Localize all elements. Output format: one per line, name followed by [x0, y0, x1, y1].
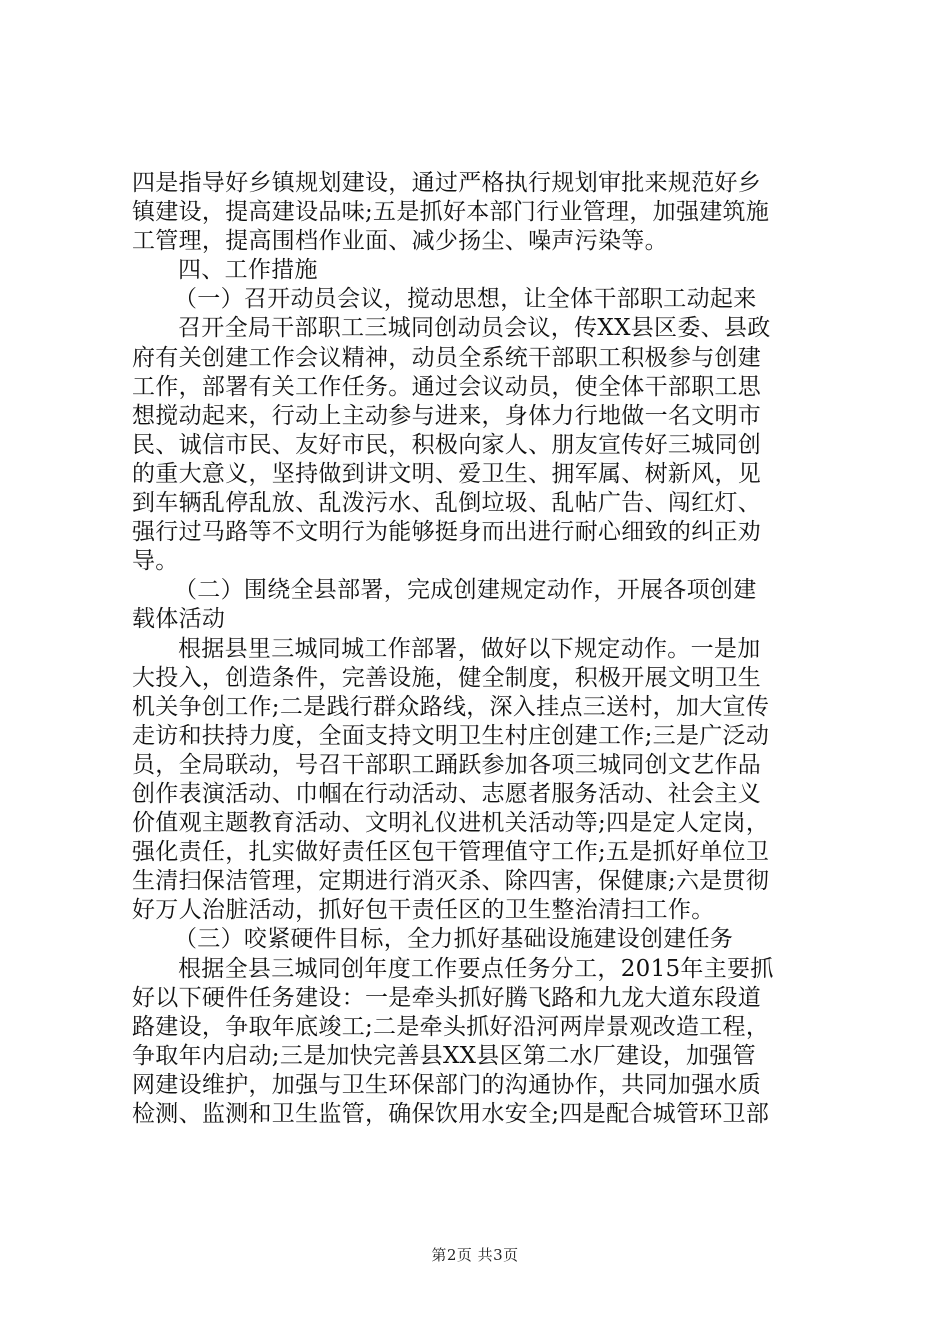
text-line: 强化责任，扎实做好责任区包干管理值守工作;五是抓好单位卫 [132, 839, 770, 866]
text-line: 镇建设，提高建设品味;五是抓好本部门行业管理，加强建筑施 [132, 199, 770, 226]
text-line: 府有关创建工作会议精神，动员全系统干部职工积极参与创建 [132, 344, 762, 371]
text-line: 路建设，争取年底竣工;二是牵头抓好沿河两岸景观改造工程， [132, 1013, 770, 1040]
text-line: 到车辆乱停乱放、乱泼污水、乱倒垃圾、乱帖广告、闯红灯、 [132, 490, 762, 517]
text-line: 好以下硬件任务建设：一是牵头抓好腾飞路和九龙大道东段道 [132, 984, 762, 1011]
text-line: 价值观主题教育活动、文明礼仪进机关活动等;四是定人定岗， [132, 810, 770, 837]
text-line: 想搅动起来，行动上主动参与进来，身体力行地做一名文明市 [132, 402, 762, 429]
text-line: 网建设维护，加强与卫生环保部门的沟通协作，共同加强水质 [132, 1071, 762, 1098]
text-line: 强行过马路等不文明行为能够挺身而出进行耐心细致的纠正劝 [132, 519, 762, 546]
text-line: 四是指导好乡镇规划建设，通过严格执行规划审批来规范好乡 [132, 170, 762, 196]
text-line: 走访和扶持力度，全面支持文明卫生村庄创建工作;三是广泛动 [132, 722, 770, 749]
text-line: 的重大意义，坚持做到讲文明、爱卫生、拥军属、树新风，见 [132, 460, 762, 487]
text-line: 好万人治脏活动，抓好包干责任区的卫生整治清扫工作。 [132, 897, 715, 924]
text-line: 争取年内启动;三是加快完善县XX县区第二水厂建设，加强管 [132, 1042, 756, 1069]
document-body [132, 169, 836, 1129]
text-line: 载体活动 [132, 606, 226, 633]
text-line: （二）围绕全县部署，完成创建规定动作，开展各项创建 [174, 577, 757, 604]
text-line: 生清扫保洁管理，定期进行消灭杀、除四害，保健康;六是贯彻 [132, 868, 770, 895]
text-line: 工管理，提高围档作业面、减少扬尘、噪声污染等。 [132, 228, 668, 255]
text-line: 四、工作措施 [178, 257, 318, 284]
text-line: 检测、监测和卫生监管，确保饮用水安全;四是配合城管环卫部 [132, 1101, 770, 1127]
text-line: 机关争创工作;二是践行群众路线，深入挂点三送村，加大宣传 [132, 693, 770, 720]
text-line: 根据县里三城同城工作部署，做好以下规定动作。一是加 [178, 635, 761, 662]
text-line: （三）咬紧硬件目标，全力抓好基础设施建设创建任务 [174, 926, 734, 953]
text-line: 召开全局干部职工三城同创动员会议，传XX县区委、县政 [178, 315, 771, 342]
text-line: （一）召开动员会议，搅动思想，让全体干部职工动起来 [174, 286, 757, 313]
text-line: 员，全局联动，号召干部职工踊跃参加各项三城同创文艺作品 [132, 751, 762, 778]
text-line: 民、诚信市民、友好市民，积极向家人、朋友宣传好三城同创 [132, 431, 762, 458]
text-line: 大投入，创造条件，完善设施，健全制度，积极开展文明卫生 [132, 664, 762, 691]
text-line: 工作，部署有关工作任务。通过会议动员，使全体干部职工思 [132, 373, 762, 400]
text-line: 导。 [132, 548, 179, 575]
text-line: 根据全县三城同创年度工作要点任务分工，2015年主要抓 [178, 955, 774, 982]
text-line: 创作表演活动、巾帼在行动活动、志愿者服务活动、社会主义 [132, 780, 762, 807]
page-footer: 第2页 共3页 [431, 1246, 519, 1264]
